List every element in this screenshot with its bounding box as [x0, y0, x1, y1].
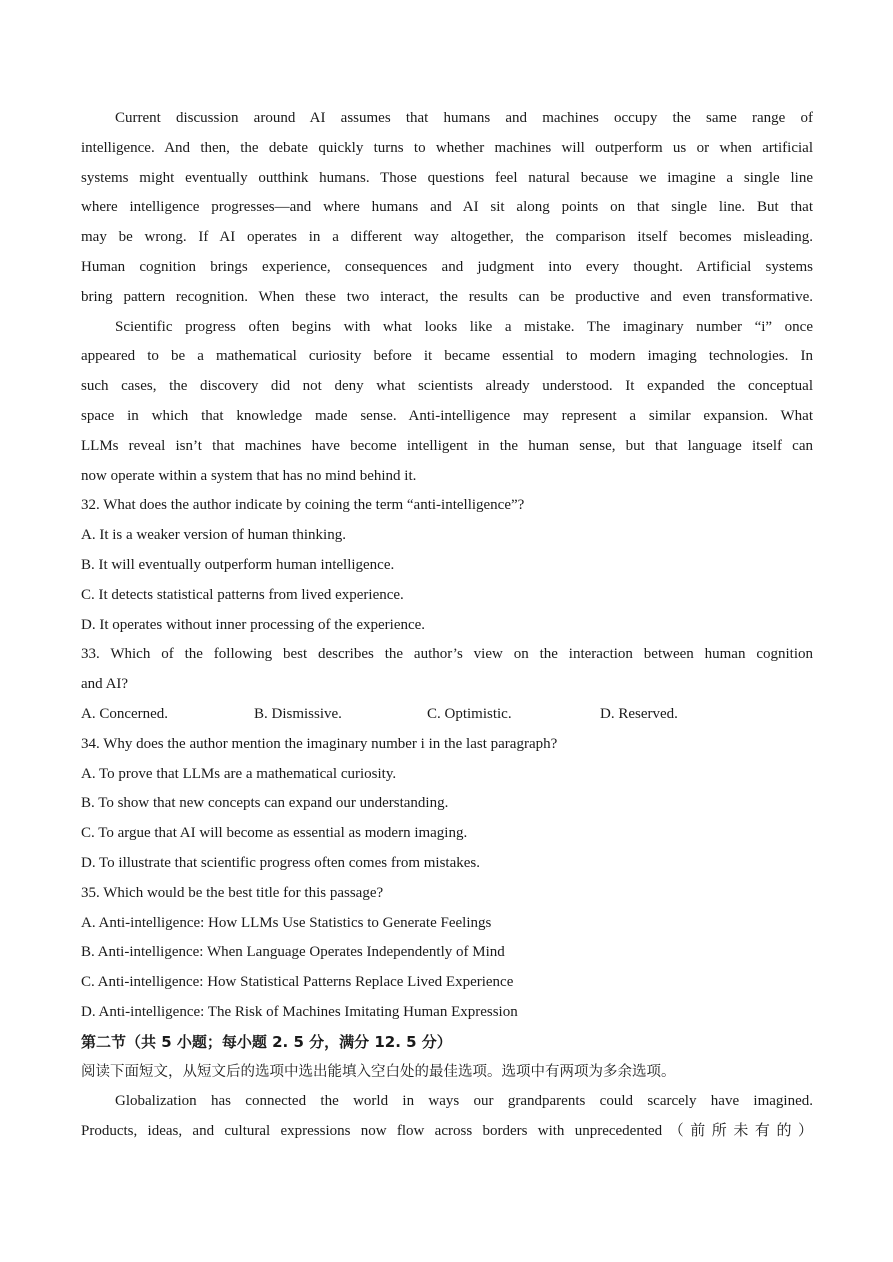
section-instruction: 阅读下面短文，从短文后的选项中选出能填入空白处的最佳选项。选项中有两项为多余选项。 [81, 1063, 676, 1080]
question-35 [81, 879, 813, 1028]
text-line: now operate within a system that has no mind behind it. [81, 467, 417, 484]
option-a: A. Concerned. [81, 705, 169, 722]
option-c: C. It detects statistical patterns from lived experience. [81, 586, 404, 603]
option-c: C. Optimistic. [427, 705, 512, 722]
text-line: bring pattern recognition. When these two interact, the results can be productive and even transformative. [81, 288, 813, 305]
option-b: B. Anti-intelligence: When Language Operates Independently of Mind [81, 944, 505, 961]
option-b: B. It will eventually outperform human intelligence. [81, 556, 395, 573]
document-page [81, 104, 813, 1147]
option-b: B. Dismissive. [254, 705, 342, 722]
text-line: Scientific progress often begins with what looks like a mistake. The imaginary number “i” once [115, 318, 813, 335]
question-text: 33. Which of the following best describes the author’s view on the interaction between human cognition [81, 646, 813, 663]
option-a: A. Anti-intelligence: How LLMs Use Statistics to Generate Feelings [81, 914, 492, 931]
option-a: A. It is a weaker version of human thinking. [81, 527, 346, 544]
text-line: appeared to be a mathematical curiosity before it became essential to modern imaging technologies. In [81, 348, 813, 365]
section-2 [81, 1028, 813, 1147]
section-heading: 第二节（共 5 小题；每小题 2. 5 分，满分 12. 5 分） [81, 1032, 452, 1051]
question-text-continued: and AI? [81, 676, 129, 693]
text-line: such cases, the discovery did not deny what scientists already understood. It expanded the conceptual [81, 378, 813, 395]
text-line: where intelligence progresses—and where humans and AI sit along points on that single line. But that [81, 199, 813, 216]
text-line: Human cognition brings experience, consequences and judgment into every thought. Artificial systems [81, 258, 813, 275]
question-32 [81, 491, 813, 640]
option-b: B. To show that new concepts can expand our understanding. [81, 795, 449, 812]
passage-paragraph-1 [81, 104, 813, 313]
text-line: Current discussion around AI assumes that humans and machines occupy the same range of [115, 110, 813, 126]
text-line: may be wrong. If AI operates in a different way altogether, the comparison itself becomes misleading. [81, 229, 813, 246]
question-33 [81, 640, 813, 729]
text-line: systems might eventually outthink humans. Those questions feel natural because we imagine a single line [81, 169, 813, 186]
question-text: 35. Which would be the best title for this passage? [81, 884, 384, 901]
question-34 [81, 730, 813, 879]
options-row [81, 700, 813, 730]
option-c: C. To argue that AI will become as essential as modern imaging. [81, 825, 468, 842]
option-d: D. Anti-intelligence: The Risk of Machines Imitating Human Expression [81, 1003, 518, 1020]
text-line: space in which that knowledge made sense. Anti-intelligence may represent a similar expansion. What [81, 407, 813, 424]
option-d: D. To illustrate that scientific progress often comes from mistakes. [81, 854, 480, 871]
text-line: Globalization has connected the world in ways our grandparents could scarcely have imagined. [115, 1093, 813, 1110]
question-text: 34. Why does the author mention the imaginary number i in the last paragraph? [81, 735, 558, 752]
text-line: Products, ideas, and cultural expressions now flow across borders with unprecedented（前所未有的） [81, 1123, 813, 1140]
option-d: D. It operates without inner processing of the experience. [81, 616, 426, 633]
text-line: LLMs reveal isn’t that machines have become intelligent in the human sense, but that language itself can [81, 437, 813, 454]
option-a: A. To prove that LLMs are a mathematical curiosity. [81, 765, 397, 782]
text-line: intelligence. And then, the debate quickly turns to whether machines will outperform us or when artificial [81, 139, 813, 156]
passage-paragraph-2 [81, 313, 813, 492]
option-c: C. Anti-intelligence: How Statistical Patterns Replace Lived Experience [81, 974, 514, 991]
question-text: 32. What does the author indicate by coining the term “anti-intelligence”? [81, 497, 525, 514]
option-d: D. Reserved. [600, 705, 678, 722]
